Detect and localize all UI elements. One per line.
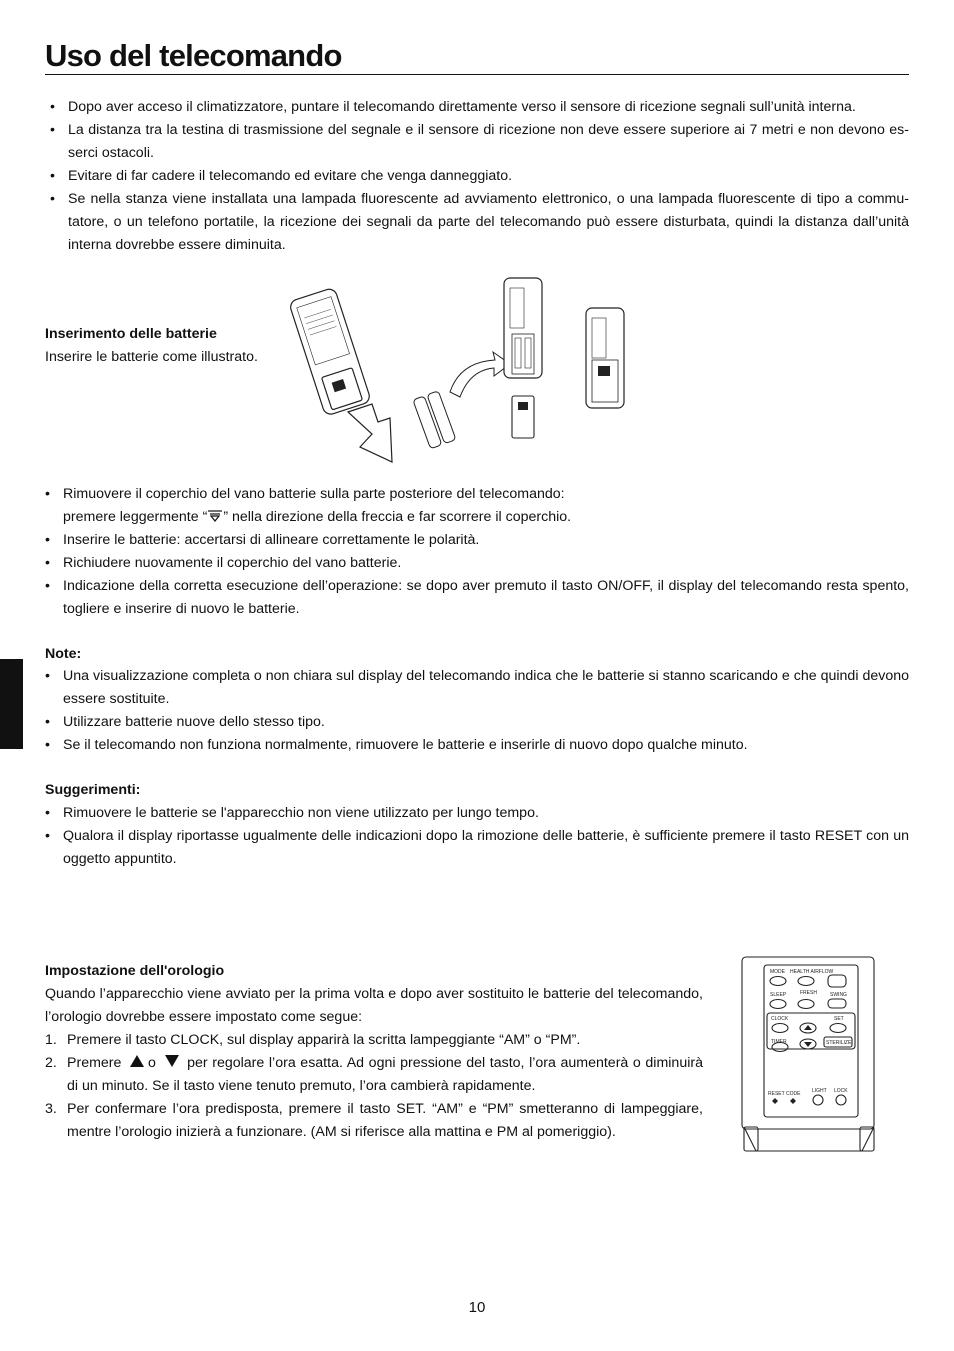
step-text: Per confermare l’ora predisposta, premere il tasto SET. “AM” e “PM” smetteranno di lampeggiare, mentre l’orologio inizierà a funzionare. (AM si riferisce alla mattina e PM al pomeriggio). — [67, 1101, 703, 1140]
notes-heading: Note: — [45, 646, 82, 662]
step-number: 1. — [45, 1032, 57, 1048]
list-item: • Inserire le batterie: accertarsi di allineare correttamente le polarità. — [63, 529, 909, 552]
remote-control-illustration — [738, 955, 880, 1155]
title-rule — [45, 74, 909, 75]
step-text: Premere il tasto CLOCK, sul display apparirà la scritta lampeggiante “AM” o “PM”. — [67, 1032, 581, 1048]
list-item: • Richiudere nuovamente il coperchio del vano batterie. — [63, 552, 909, 575]
list-item — [45, 1029, 703, 1052]
clock-label: CLOCK — [771, 1016, 789, 1022]
list-item: • Evitare di far cadere il telecomando ed evitare che venga danneggiato. — [68, 165, 909, 188]
mode-label: MODE — [770, 969, 785, 975]
page-number: 10 — [468, 1299, 486, 1316]
step-text: Premere — [67, 1055, 122, 1071]
list-item: • Qualora il display riportasse ugualmente delle indicazioni dopo la rimozione delle batterie, è sufficiente premere il tasto RESET con un oggetto appuntito. — [63, 825, 909, 871]
code-label: CODE — [786, 1091, 801, 1097]
list-item: • Se nella stanza viene installata una lampada fluorescente ad avviamento elettronico, o una lampada fluorescente di tipo a commutatore, o un telefono portatile, la ricezione dei segnali da parte del telecomando può essere disturbata, quindi la distanza dall’unità interna dovrebbe essere diminuita. — [68, 188, 909, 257]
list-item: • Se il telecomando non funziona normalmente, rimuovere le batterie e inserirle di nuovo dopo qualche minuto. — [63, 734, 909, 757]
health-airflow-label: HEALTH AIRFLOW — [790, 969, 834, 975]
clock-steps-list — [45, 1029, 703, 1144]
step-number: 2. — [45, 1055, 57, 1071]
cover-release-icon — [207, 510, 223, 522]
list-item: • Una visualizzazione completa o non chiara sul display del telecomando indica che le batterie si stanno scaricando e che quindi devono essere sostituite. — [63, 665, 909, 711]
sleep-label: SLEEP — [770, 992, 787, 998]
batteries-heading: Inserimento delle batterie — [45, 326, 217, 342]
bullet-line: Rimuovere il coperchio del vano batterie sulla parte posteriore del telecomando: — [63, 486, 565, 502]
list-item — [45, 1052, 703, 1098]
bullet-line: ” nella direzione della freccia e far scorrere il coperchio. — [223, 509, 572, 525]
section-tab — [0, 659, 23, 749]
reset-label: RESET — [768, 1091, 785, 1097]
batteries-bullet-list — [63, 483, 909, 621]
list-item — [45, 1098, 703, 1144]
set-label: SET — [834, 1016, 844, 1022]
list-item: • Utilizzare batterie nuove dello stesso tipo. — [63, 711, 909, 734]
page-title: Uso del telecomando — [45, 38, 342, 73]
bullet-line: premere leggermente “ — [63, 509, 208, 525]
list-item: • Rimuovere le batterie se l'apparecchio non viene utilizzato per lungo tempo. — [63, 802, 909, 825]
down-triangle-icon — [165, 1055, 179, 1067]
step-text: o — [148, 1055, 156, 1071]
light-label: LIGHT — [812, 1088, 827, 1094]
step-number: 3. — [45, 1101, 57, 1117]
notes-bullet-list — [63, 665, 909, 757]
timer-label: TIMER — [771, 1039, 787, 1045]
fresh-label: FRESH — [800, 990, 817, 996]
list-item: • Dopo aver acceso il climatizzatore, puntare il telecomando direttamente verso il sensore di ricezione segnali sull’unità interna. — [68, 96, 909, 119]
intro-bullet-list — [68, 96, 909, 257]
list-item: • Indicazione della corretta esecuzione dell’operazione: se dopo aver premuto il tasto ON/OFF, il display del telecomando resta spento, togliere e inserire di nuovo le batterie. — [63, 575, 909, 621]
battery-insertion-illustration — [280, 272, 640, 472]
tips-heading: Suggerimenti: — [45, 782, 141, 798]
step-text: per regolare l’ora esatta. Ad ogni pressione del tasto, l’ora aumenterà o diminuirà di un minuto. Se il tasto viene tenuto premuto, l’ora cambierà rapidamente. — [67, 1055, 703, 1094]
tips-bullet-list — [63, 802, 909, 871]
sterilize-label: STERILIZE — [826, 1040, 852, 1046]
batteries-text: Inserire le batterie come illustrato. — [45, 349, 258, 365]
clock-intro: Quando l’apparecchio viene avviato per la prima volta e dopo aver sostituito le batterie del telecomando, l’orologio dovrebbe essere impostato come segue: — [45, 986, 703, 1025]
lock-label: LOCK — [834, 1088, 848, 1094]
up-triangle-icon — [130, 1055, 144, 1067]
swing-label: SWING — [830, 992, 847, 998]
clock-heading: Impostazione dell'orologio — [45, 963, 225, 979]
list-item: • La distanza tra la testina di trasmissione del segnale e il sensore di ricezione non deve essere superiore ai 7 metri e non devono esserci ostacoli. — [68, 119, 909, 165]
list-item — [63, 483, 909, 529]
